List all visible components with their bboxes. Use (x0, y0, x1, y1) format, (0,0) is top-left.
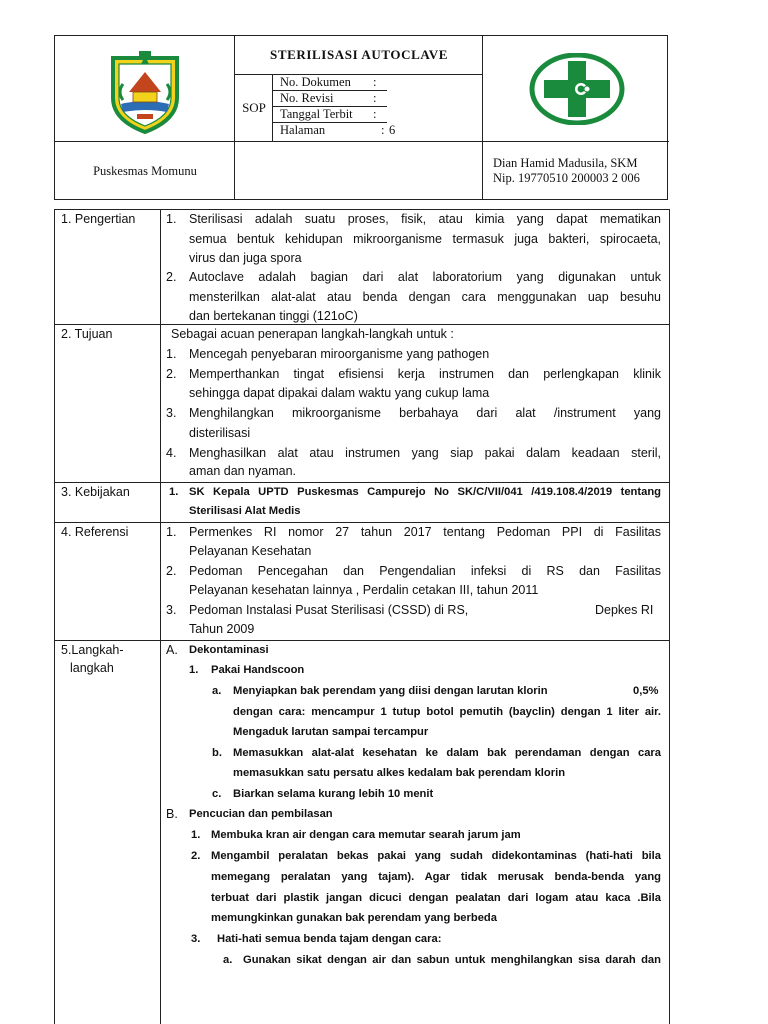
a1-item-c-line-1: Biarkan selama kurang lebih 10 menit (233, 788, 434, 800)
referensi-item-3-publisher: Depkes RI (595, 603, 654, 617)
section-a-title: Dekontaminasi (189, 644, 269, 656)
tujuan-item-3-line-1: Menghilangkan mikroorganisme berbahaya dari alat /instrument yang (189, 406, 661, 420)
tujuan-item-1-line-1: Mencegah penyebaran miroorganisme yang pathogen (189, 347, 490, 361)
regional-emblem-logo (105, 48, 185, 134)
meta-row-halaman: Halaman : 6 (280, 123, 396, 137)
document-title: STERILISASI AUTOCLAVE (270, 47, 448, 62)
tujuan-item-2-line-2: sehingga dapat dipakai dalam waktu yang cukup lama (189, 386, 490, 400)
pengertian-item-1-line-3: virus dan juga spora (189, 251, 302, 265)
pengertian-item-1-line-2: semua bentuk kehidupan mikroorganisme termasuk juga bakteri, spirocaeta, (189, 232, 661, 246)
pengertian-item-2-line-1: Autoclave adalah bagian dari alat laboratorium yang digunakan untuk (189, 270, 661, 284)
kebijakan-line-2: Sterilisasi Alat Medis (189, 505, 301, 517)
b-item-2-line-1: Mengambil peralatan bekas pakai yang sudah didekontaminas (hati-hati bila (211, 850, 661, 862)
referensi-item-3-line-2: Tahun 2009 (189, 622, 255, 636)
referensi-item-1-line-2: Pelayanan Kesehatan (189, 544, 312, 558)
tujuan-intro: Sebagai acuan penerapan langkah-langkah untuk : (171, 327, 454, 341)
kebijakan-line-1: SK Kepala UPTD Puskesmas Campurejo No SK/C/VII/041 /419.108.4/2019 tentang (189, 486, 661, 498)
signatory-block (483, 142, 669, 200)
section-a1-title: Pakai Handscoon (211, 664, 305, 676)
b-item-2-line-2: memegang peralatan yang tajam). Agar tidak merusak benda-benda yang (211, 871, 661, 883)
label-pengertian: 1. Pengertian (61, 212, 136, 226)
institution-name: Puskesmas Momunu (93, 163, 197, 178)
tujuan-item-4-line-1: Menghasilkan alat atau instrumen yang siap pakai dalam keadaan steril, (189, 446, 661, 460)
meta-row-tanggal-terbit: Tanggal Terbit : (280, 107, 377, 121)
a1-item-a-line-2: dengan cara: mencampur 1 tutup botol pemutih (bayclin) dengan 1 liter air. (233, 706, 661, 718)
pengertian-item-2-line-2: mensterilkan alat-alat atau benda dengan cara menggunakan uap besuhu (189, 290, 661, 304)
a1-item-b-line-1: Memasukkan alat-alat kesehatan ke dalam bak perendaman dengan cara (233, 747, 661, 759)
tujuan-item-4-line-2: aman dan nyaman. (189, 464, 297, 478)
b3-item-a-line-1: Gunakan sikat dengan air dan sabun untuk menghilangkan sisa darah dan (243, 954, 661, 966)
b-item-2-line-3: terbuat dari plastik jangan dicuci dengan pealatan dari logam atau kaca .Bila (211, 892, 661, 904)
referensi-item-3-line-1: Pedoman Instalasi Pusat Sterilisasi (CSSD) di RS, (189, 603, 469, 617)
puskesmas-logo (529, 53, 625, 125)
sop-label: SOP (242, 100, 266, 115)
label-referensi: 4. Referensi (61, 525, 129, 539)
meta-row-revisi: No. Revisi : (280, 91, 377, 105)
sop-content-table: 1. Pengertian 1. Sterilisasi adalah suatu proses, fisik, atau kimia yang dapat mematikan semua bentuk kehidupan mikroorganisme termasuk juga bakteri, spirocaeta, virus dan juga spora 2. Autoclave adalah bagian dari alat laboratorium yang digunakan untuk mensterilkan alat-alat atau benda dengan cara menggunakan uap besuhu dan bertekanan tinggi (121oC) 2. Tujuan Sebagai acuan penerapan langkah-langkah untuk : 1. Mencegah penyebaran miroorganisme yang pathogen 2. Memperthankan tingat efisiensi kerja instrumen dan perlengkapan klinik sehingga dapat dipakai dalam waktu yang cukup lama 3. Menghilangkan mikroorganisme berbahaya dari alat /instrument yang disterilisasi 4. Menghasilkan alat atau instrumen yang siap pakai dalam keadaan steril, aman dan nyaman. 3. Kebijakan 1. SK Kepala UPTD Puskesmas Campurejo No SK/C/VII/041 /419.108.4/2019 tentang Sterilisasi Alat Medis 4. Referensi 1. Permenkes RI nomor 27 tahun 2017 tentang Pedoman PPI di Fasilitas Pelayanan Kesehatan 2. Pedoman Pencegahan dan Pengendalian infeksi di RS dan Fasilitas Pelayanan kesehatan lainnya , Perdalin cetakan III, tahun 2011 3. Pedoman Instalasi Pusat Sterilisasi (CSSD) di RS, Depkes RI Tahun 2009 5.Langkah- langkah A. Dekontaminasi 1. Pakai Handscoon a. Menyiapkan bak perendam yang diisi dengan larutan klorin 0,5% dengan cara: mencampur 1 tutup botol pemutih (bayclin) dengan 1 liter air. Mengaduk larutan sampai tercampur b. Memasukkan alat-alat kesehatan ke dalam bak perendaman dengan cara memasukkan satu persatu alkes kedalam bak perendam klorin c. Biarkan selama kurang lebih 10 menit B. Pencucian dan pembilasan 1. Membuka kran air dengan cara memutar searah jarum jam 2. Mengambil peralatan bekas pakai yang sudah didekontaminas (hati-hati bila memegang peralatan yang tajam). Agar tidak merusak benda-benda yang terbuat dari plastik jangan dicuci dengan pealatan dari logam atau kaca .Bila memungkinkan gunakan bak perendam yang berbeda 3. Hati-hati semua benda tajam dengan cara: a. Gunakan sikat dengan air dan sabun untuk menghilangkan sisa darah dan (54, 209, 670, 1024)
pengertian-item-1-line-1: Sterilisasi adalah suatu proses, fisik, atau kimia yang dapat mematikan (189, 212, 661, 226)
section-b-title: Pencucian dan pembilasan (189, 808, 333, 820)
label-kebijakan: 3. Kebijakan (61, 485, 130, 499)
sop-header (54, 35, 668, 200)
label-langkah-line-2: langkah (70, 661, 114, 675)
tujuan-item-2-line-1: Memperthankan tingat efisiensi kerja instrumen dan perlengkapan klinik (189, 367, 661, 381)
label-tujuan: 2. Tujuan (61, 327, 113, 341)
document-meta (273, 74, 483, 142)
referensi-item-2-line-1: Pedoman Pencegahan dan Pengendalian infeksi di RS dan Fasilitas (189, 564, 661, 578)
tujuan-item-3-line-2: disterilisasi (189, 426, 251, 440)
a1-item-a-concentration: 0,5% (633, 685, 659, 697)
b-item-2-line-4: memungkinkan gunakan bak perendam yang berbeda (211, 912, 497, 924)
referensi-item-1-line-1: Permenkes RI nomor 27 tahun 2017 tentang Pedoman PPI di Fasilitas (189, 525, 661, 539)
a1-item-a-line-1: Menyiapkan bak perendam yang diisi dengan larutan klorin (233, 685, 548, 697)
referensi-item-2-line-2: Pelayanan kesehatan lainnya , Perdalin cetakan III, tahun 2011 (189, 583, 539, 597)
a1-item-a-line-3: Mengaduk larutan sampai tercampur (233, 726, 429, 738)
meta-row-dokumen: No. Dokumen : (280, 75, 377, 89)
signatory-name: Dian Hamid Madusila, SKM (493, 156, 638, 170)
a1-item-b-line-2: memasukkan satu persatu alkes kedalam bak perendam klorin (233, 767, 566, 779)
b-item-3-line-1: Hati-hati semua benda tajam dengan cara: (217, 933, 442, 945)
signatory-nip: Nip. 19770510 200003 2 006 (493, 171, 640, 185)
pengertian-item-2-line-3: dan bertekanan tinggi (121oC) (189, 309, 358, 323)
b-item-1-line-1: Membuka kran air dengan cara memutar searah jarum jam (211, 829, 521, 841)
label-langkah-line-1: 5.Langkah- (61, 643, 124, 657)
